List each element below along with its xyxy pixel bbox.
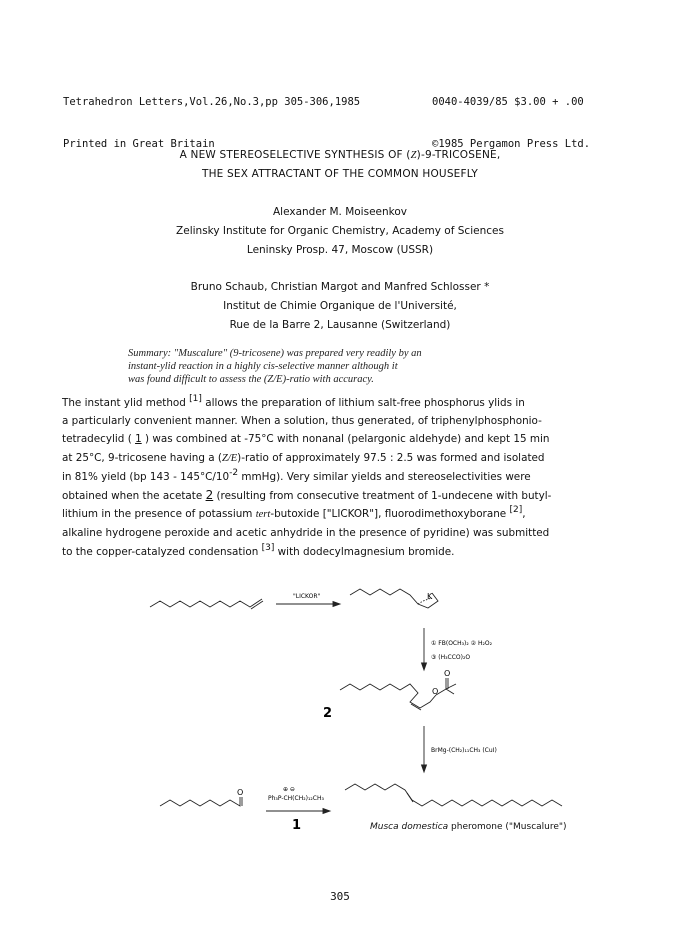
- body-line: lithium in the presence of potassium tert-butoxide ["LICKOR"], fluorodimethoxyborane [2],: [62, 505, 526, 521]
- compound-2-label: 2: [323, 706, 333, 721]
- borylation-reagents: ① FB(OCH₃)₂ ② H₂O₂: [431, 640, 493, 647]
- journal-line-1: Tetrahedron Letters,Vol.26,No.3,pp 305-306,1985: [63, 96, 361, 108]
- body-line: obtained when the acetate 2 (resulting from consecutive treatment of 1-undecene with butyl-: [62, 488, 552, 503]
- potassium-label: K: [427, 592, 433, 601]
- acetate-structure: [340, 684, 439, 708]
- ylid-reagent: Ph₃P-CH(CH₂)₁₂CH₃: [268, 795, 324, 802]
- affiliation-1-line-1: Zelinsky Institute for Organic Chemistry, Academy of Sciences: [176, 225, 504, 237]
- acetylation-reagent: ③ (H₃CCO)₂O: [431, 654, 471, 661]
- author-names-2: Bruno Schaub, Christian Margot and Manfred Schlosser *: [190, 281, 490, 293]
- muscalure-structure: [345, 784, 562, 806]
- nonanal-structure: [160, 797, 240, 806]
- price-code: 0040-4039/85 $3.00 + .00: [432, 96, 584, 108]
- body-line: alkaline hydrogene peroxide and acetic anhydride in the presence of pyridine) was submitted: [62, 527, 550, 540]
- compound-1-ref: 1: [135, 433, 142, 446]
- author-name-1: Alexander M. Moiseenkov: [273, 206, 407, 218]
- reference-1: [1]: [189, 394, 202, 404]
- title-line-1: A NEW STEREOSELECTIVE SYNTHESIS OF (Z)-9-TRICOSENE,: [179, 149, 501, 161]
- affiliation-2-line-2: Rue de la Barre 2, Lausanne (Switzerland): [229, 319, 451, 331]
- compound-2-ref: 2: [205, 488, 214, 503]
- body-line: The instant ylid method [1] allows the preparation of lithium salt-free phosphorus ylids in: [62, 394, 525, 409]
- body-line: in 81% yield (bp $143 - 145^\circ C/10^{-2}$ mmHg). Very similar yields and stereoselectivities were: [62, 467, 531, 483]
- undecene-structure: [150, 599, 262, 607]
- copyright-line: ©1985 Pergamon Press Ltd.: [432, 138, 591, 150]
- lickor-label: "LICKOR": [293, 593, 321, 600]
- compound-1-label: 1: [292, 818, 302, 833]
- affiliation-1-line-2: Leninsky Prosp. 47, Moscow (USSR): [246, 244, 434, 256]
- summary-line-1: Summary: "Muscalure" (9-tricosene) was prepared very readily by an: [128, 348, 422, 359]
- body-line: a particularly convenient manner. When a solution, thus generated, of triphenylphosphonio-: [62, 415, 542, 428]
- title-line-2: THE SEX ATTRACTANT OF THE COMMON HOUSEFLY: [201, 168, 479, 180]
- body-line: to the copper-catalyzed condensation [3] with dodecylmagnesium bromide.: [62, 542, 455, 558]
- body-line: at 25°C, 9-tricosene having a (Z/E)-ratio of approximately 97.5 : 2.5 was formed and isolated: [62, 451, 545, 464]
- page-number: 305: [330, 890, 350, 903]
- carbonyl-oxygen: O: [444, 669, 451, 678]
- affiliation-2-line-1: Institut de Chimie Organique de l'Université,: [223, 300, 457, 312]
- ester-oxygen: O: [432, 687, 439, 696]
- reference-3: [3]: [261, 542, 275, 553]
- body-line: tetradecylid ( 1 ) was combined at -75°C with nonanal (pelargonic aldehyde) and kept 15 min: [62, 433, 550, 446]
- scheme-caption: Musca domestica pheromone ("Muscalure"): [370, 822, 567, 832]
- summary-line-3: was found difficult to assess the (Z/E)-ratio with accuracy.: [128, 374, 374, 385]
- journal-line-2: Printed in Great Britain: [63, 138, 215, 150]
- reference-2: [2]: [509, 505, 523, 516]
- allylpotassium-structure: [350, 589, 438, 608]
- summary-line-2: instant-ylid reaction in a highly cis-selective manner although it: [128, 361, 398, 372]
- grignard-reagent: BrMg-(CH₂)₁₁CH₃ (CuI): [431, 747, 497, 754]
- aldehyde-oxygen: O: [237, 788, 244, 797]
- ylid-charges: ⊕ ⊖: [283, 786, 295, 793]
